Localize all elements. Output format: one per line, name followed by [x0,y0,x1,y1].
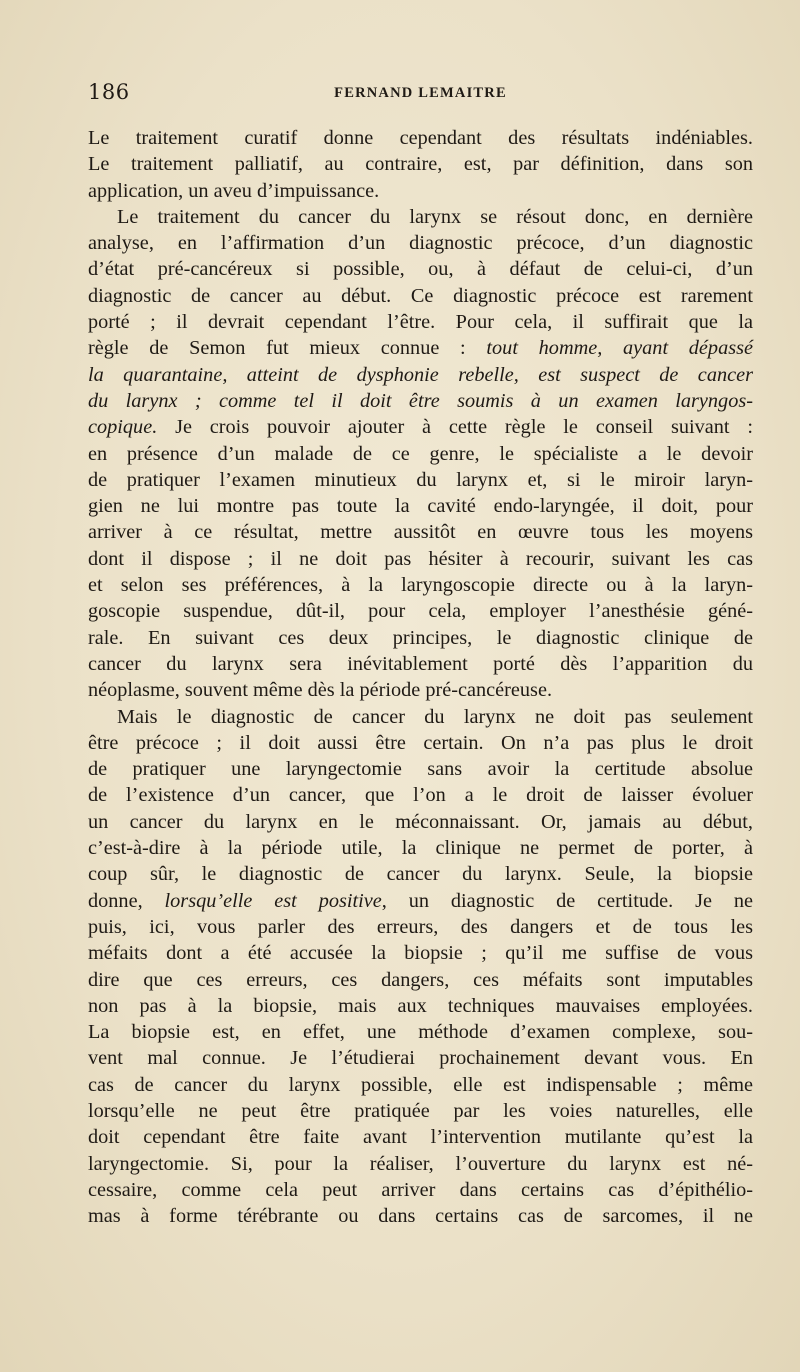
text-line: en présence d’un malade de ce genre, le spécialiste a le devoir [88,442,753,465]
text-line: c’est-à-dire à la période utile, la clinique ne permet de porter, à [88,837,753,860]
text-line: dont il dispose ; il ne doit pas hésiter à recourir, suivant les cas [88,547,753,570]
text-line: mas à forme térébrante ou dans certains cas de sarcomes, il ne [88,1205,753,1228]
text-line [88,362,753,388]
text-line: coup sûr, le diagnostic de cancer du larynx. Seule, la biopsie [88,863,753,886]
italic-text-run: tout homme, ayant dépassé [486,337,753,360]
text-line: arriver à ce résultat, mettre aussitôt en œuvre tous les moyens [88,521,753,544]
text-line: lorsqu’elle ne peut être pratiquée par les voies naturelles, elle [88,1099,753,1122]
text-line: analyse, en l’affirmation d’un diagnostic précoce, d’un diagnostic [88,232,753,255]
text-line: Le traitement du cancer du larynx se résout donc, en dernière [117,205,753,228]
text-line: Le traitement palliatif, au contraire, est, par définition, dans son [88,153,753,176]
text-line: non pas à la biopsie, mais aux techniques mauvaises employées. [88,994,753,1017]
text-line: application, un aveu d’impuissance. [88,179,380,202]
text-line: cessaire, comme cela peut arriver dans certains cas d’épithélio- [88,1178,753,1201]
text-line: de pratiquer une laryngectomie sans avoir la certitude absolue [88,758,753,781]
text-line [88,888,753,914]
text-line [88,335,753,361]
text-line: doit cependant être faite avant l’intervention mutilante qu’est la [88,1126,753,1149]
italic-text-run: lorsqu’elle est positive [164,889,382,912]
italic-text-run: du larynx ; comme tel il doit être soumis à un examen laryngos- [88,389,753,412]
italic-text-run: la quarantaine, atteint de dysphonie rebelle, est suspect de cancer [88,363,753,386]
text-line: porté ; il devrait cependant l’être. Pour cela, il suffirait que la [88,311,753,334]
text-run: règle de Semon fut mieux connue : [88,337,487,360]
text-line: Mais le diagnostic de cancer du larynx ne doit pas seulement [117,705,753,728]
text-line: un cancer du larynx en le méconnaissant. Or, jamais au début, [88,810,753,833]
text-line: cas de cancer du larynx possible, elle est indispensable ; même [88,1073,753,1096]
text-line: dire que ces erreurs, ces dangers, ces méfaits sont imputables [88,968,753,991]
text-line: être précoce ; il doit aussi être certain. On n’a pas plus le droit [88,731,753,754]
italic-text-run: copique. [88,416,158,439]
body-text [88,125,753,1229]
text-line: diagnostic de cancer au début. Ce diagnostic précoce est rarement [88,284,753,307]
text-line: laryngectomie. Si, pour la réaliser, l’ouverture du larynx est né- [88,1152,753,1175]
text-line: gien ne lui montre pas toute la cavité endo-laryngée, il doit, pour [88,495,753,518]
text-run: donne, [88,889,165,912]
text-line [88,414,753,440]
text-line: Le traitement curatif donne cependant des résultats indéniables. [88,127,753,149]
text-line: d’état pré-cancéreux si possible, ou, à défaut de celui-ci, d’un [88,258,753,281]
text-line: méfaits dont a été accusée la biopsie ; qu’il me suffise de vous [88,942,753,965]
text-line: cancer du larynx sera inévitablement porté dès l’apparition du [88,652,753,675]
text-line: La biopsie est, en effet, une méthode d’examen complexe, sou- [88,1021,753,1044]
text-line: puis, ici, vous parler des erreurs, des dangers et de tous les [88,915,753,938]
page-number: 186 [88,80,130,104]
text-line: néoplasme, souvent même dès la période pré-cancéreuse. [88,679,553,702]
text-line: rale. En suivant ces deux principes, le diagnostic clinique de [88,626,753,649]
text-line: vent mal connue. Je l’étudierai prochainement devant vous. En [88,1047,753,1070]
running-head: FERNAND LEMAITRE [334,85,507,101]
text-run: , un diagnostic de certitude. Je ne [381,889,753,912]
text-line: et selon ses préférences, à la laryngoscopie directe ou à la laryn- [88,574,753,597]
text-line: de l’existence d’un cancer, que l’on a le droit de laisser évoluer [88,784,753,807]
text-line [88,388,753,414]
text-run: Je crois pouvoir ajouter à cette règle le conseil suivant : [157,416,753,439]
text-line: goscopie suspendue, dût-il, pour cela, employer l’anesthésie géné- [88,600,753,623]
text-line: de pratiquer l’examen minutieux du larynx et, si le miroir laryn- [88,468,753,491]
page-header [88,80,753,110]
